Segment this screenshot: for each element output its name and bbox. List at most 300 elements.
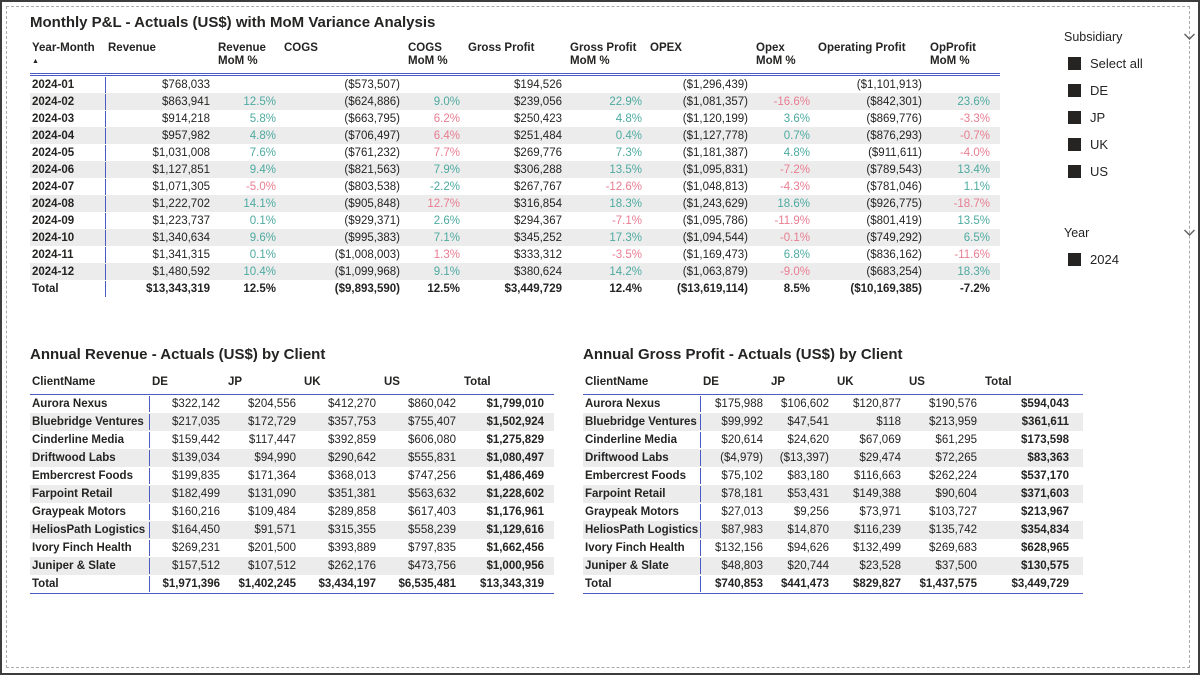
cell: 4.8% — [783, 146, 810, 159]
cell: ($706,497) — [344, 129, 400, 142]
cell: $267,767 — [514, 180, 562, 193]
cell: $61,295 — [935, 434, 977, 446]
annual-revenue-table — [30, 373, 554, 594]
cell: $914,218 — [162, 112, 210, 125]
cell: $306,288 — [514, 163, 562, 176]
cell: $797,835 — [408, 542, 456, 554]
table-row[interactable] — [583, 521, 1083, 539]
table-row[interactable] — [583, 557, 1083, 575]
cell: -16.6% — [773, 95, 810, 108]
cell: $380,624 — [514, 265, 562, 278]
cell: $27,013 — [721, 506, 763, 518]
cell: $1,129,616 — [486, 524, 544, 536]
subsidiary-item-de[interactable] — [1062, 77, 1196, 104]
table-row[interactable] — [30, 503, 554, 521]
cell: $149,388 — [853, 488, 901, 500]
cell: $172,729 — [248, 416, 296, 428]
column-header-total[interactable] — [462, 373, 550, 394]
cell: ($13,397) — [779, 452, 829, 464]
cell: -3.5% — [611, 248, 642, 261]
cell: $290,642 — [328, 452, 376, 464]
cell: $106,602 — [781, 398, 829, 410]
table-row[interactable] — [30, 110, 1000, 127]
cell: $1,971,396 — [162, 578, 220, 590]
table-row[interactable] — [30, 557, 554, 575]
cell: 4.8% — [249, 129, 276, 142]
column-header-cogs[interactable] — [282, 39, 406, 60]
cell: $1,480,592 — [152, 265, 210, 278]
revenue-body — [30, 395, 554, 594]
cell: -11.6% — [954, 248, 990, 261]
cell: $9,256 — [793, 506, 829, 518]
cell: Bluebridge Ventures — [583, 414, 701, 430]
table-row[interactable] — [30, 127, 1000, 144]
table-row[interactable] — [30, 413, 554, 431]
table-row[interactable] — [30, 263, 1000, 280]
cell: $164,450 — [172, 524, 220, 536]
cell: -4.3% — [779, 180, 810, 193]
cell: Cinderline Media — [583, 432, 701, 448]
cell: $13,343,319 — [480, 578, 544, 590]
cell: $555,831 — [408, 452, 456, 464]
cell: $239,056 — [514, 95, 562, 108]
checkbox-checked-icon — [1068, 57, 1081, 70]
cell: $190,576 — [929, 398, 977, 410]
cell: $131,090 — [248, 488, 296, 500]
column-header-clientname[interactable] — [30, 373, 150, 394]
column-header-clientname[interactable] — [583, 373, 701, 394]
monthly-pnl-title: Monthly P&L - Actuals (US$) with MoM Variance Analysis — [30, 14, 436, 31]
cell: 2024-01 — [30, 77, 106, 93]
cell: $14,870 — [787, 524, 829, 536]
gross-profit-header-row — [583, 373, 1083, 395]
cell: ($1,101,913) — [856, 78, 922, 91]
cell: ($905,848) — [344, 197, 400, 210]
cell: $606,080 — [408, 434, 456, 446]
header-label: JP — [771, 376, 786, 388]
cell: 14.1% — [243, 197, 276, 210]
table-row[interactable] — [30, 395, 554, 413]
cell: -0.1% — [779, 231, 810, 244]
column-header-year-month[interactable] — [30, 39, 106, 71]
cell: $78,181 — [721, 488, 763, 500]
cell: 10.4% — [243, 265, 276, 278]
cell: 12.4% — [609, 282, 642, 295]
column-header-de[interactable] — [150, 373, 226, 394]
total-row[interactable] — [30, 575, 554, 593]
cell: $1,486,469 — [486, 470, 544, 482]
checkbox-checked-icon — [1068, 138, 1081, 151]
checkbox-checked-icon — [1068, 111, 1081, 124]
cell: $24,620 — [787, 434, 829, 446]
cell: $1,176,961 — [486, 506, 544, 518]
cell: $135,742 — [929, 524, 977, 536]
cell: $860,042 — [408, 398, 456, 410]
cell: -0.7% — [959, 129, 990, 142]
cell: $132,499 — [853, 542, 901, 554]
cell: -5.0% — [245, 180, 276, 193]
cell: $117,447 — [248, 434, 296, 446]
cell: -18.7% — [953, 197, 990, 210]
cell: $29,474 — [859, 452, 901, 464]
cell: 2024-06 — [30, 162, 106, 178]
cell: $87,983 — [721, 524, 763, 536]
cell: 13.5% — [609, 163, 642, 176]
header-label: COGS — [284, 42, 318, 54]
table-row[interactable] — [30, 144, 1000, 161]
cell: 2024-09 — [30, 213, 106, 229]
checkbox-checked-icon — [1068, 165, 1081, 178]
cell: 3.6% — [783, 112, 810, 125]
cell: 1.1% — [963, 180, 990, 193]
cell: ($9,893,590) — [334, 282, 400, 295]
cell: Graypeak Motors — [583, 504, 701, 520]
total-row[interactable] — [30, 280, 1000, 297]
cell: $1,223,737 — [152, 214, 210, 227]
cell: -9.0% — [779, 265, 810, 278]
cell: $75,102 — [721, 470, 763, 482]
cell: $73,971 — [859, 506, 901, 518]
table-row[interactable] — [30, 246, 1000, 263]
cell: -2.2% — [429, 180, 460, 193]
cell: 14.2% — [609, 265, 642, 278]
cell: $175,988 — [715, 398, 763, 410]
cell: $20,744 — [787, 560, 829, 572]
cell: $67,069 — [859, 434, 901, 446]
cell: $213,959 — [929, 416, 977, 428]
cell: ($624,886) — [344, 95, 400, 108]
table-row[interactable] — [30, 93, 1000, 110]
checkbox-checked-icon — [1068, 253, 1081, 266]
cell: 1.3% — [433, 248, 460, 261]
table-row[interactable] — [583, 395, 1083, 413]
table-row[interactable] — [30, 229, 1000, 246]
cell: ($4,979) — [720, 452, 763, 464]
header-label: US — [909, 376, 925, 388]
cell: 2024-11 — [30, 247, 106, 263]
column-header-gross-profit[interactable] — [568, 39, 648, 73]
cell: ($842,301) — [866, 95, 922, 108]
cell: -7.2% — [959, 282, 990, 295]
header-label: Revenue — [108, 42, 156, 54]
cell: $262,176 — [328, 560, 376, 572]
cell: ($836,162) — [866, 248, 922, 261]
cell: ($1,169,473) — [682, 248, 748, 261]
header-label: OPEX — [650, 42, 682, 54]
cell: 9.4% — [249, 163, 276, 176]
header-label: Gross Profit — [570, 42, 637, 54]
header-label: MoM % — [570, 55, 610, 67]
cell: 2024-07 — [30, 179, 106, 195]
annual-gross-profit-visual — [583, 346, 1083, 594]
header-label: Revenue — [218, 42, 266, 54]
cell: $441,473 — [781, 578, 829, 590]
table-row[interactable] — [30, 212, 1000, 229]
cell: Total — [30, 281, 106, 297]
cell: 22.9% — [609, 95, 642, 108]
annual-revenue-title: Annual Revenue - Actuals (US$) by Client — [30, 346, 326, 363]
table-row[interactable] — [583, 413, 1083, 431]
cell: 7.9% — [433, 163, 460, 176]
subsidiary-item-select-all[interactable] — [1062, 50, 1196, 77]
cell: 7.1% — [433, 231, 460, 244]
cell: ($573,507) — [344, 78, 400, 91]
subsidiary-slicer-header — [1062, 28, 1196, 50]
cell: $863,941 — [162, 95, 210, 108]
cell: ($781,046) — [866, 180, 922, 193]
table-row[interactable] — [30, 195, 1000, 212]
column-header-cogs[interactable] — [406, 39, 466, 73]
table-row[interactable] — [30, 521, 554, 539]
table-row[interactable] — [30, 485, 554, 503]
cell: ($663,795) — [344, 112, 400, 125]
cell: $294,367 — [514, 214, 562, 227]
cell: $3,449,729 — [504, 282, 562, 295]
cell: 17.3% — [609, 231, 642, 244]
cell: $118 — [876, 416, 901, 428]
subsidiary-item-jp[interactable] — [1062, 104, 1196, 131]
table-row[interactable] — [583, 467, 1083, 485]
cell: $768,033 — [162, 78, 210, 91]
table-row[interactable] — [583, 431, 1083, 449]
cell: $333,312 — [514, 248, 562, 261]
cell: $251,484 — [514, 129, 562, 142]
cell: -7.1% — [611, 214, 642, 227]
header-label: Opex — [756, 42, 785, 54]
table-row[interactable] — [583, 449, 1083, 467]
column-header-opex[interactable] — [648, 39, 754, 60]
cell: ($876,293) — [866, 129, 922, 142]
cell: $47,541 — [787, 416, 829, 428]
subsidiary-item-uk[interactable] — [1062, 131, 1196, 158]
table-row[interactable] — [30, 76, 1000, 93]
cell: $628,965 — [1021, 542, 1069, 554]
cell: $53,431 — [787, 488, 829, 500]
header-label: ClientName — [585, 376, 649, 388]
annual-gross-profit-table — [583, 373, 1083, 594]
monthly-pnl-table — [30, 39, 1000, 297]
column-header-de[interactable] — [701, 373, 769, 394]
cell: 12.5% — [243, 95, 276, 108]
cell: Farpoint Retail — [30, 486, 150, 502]
column-header-uk[interactable] — [302, 373, 382, 394]
cell: Juniper & Slate — [583, 558, 701, 574]
cell: $412,270 — [328, 398, 376, 410]
cell: 2024-02 — [30, 94, 106, 110]
column-header-uk[interactable] — [835, 373, 907, 394]
cell: $345,252 — [514, 231, 562, 244]
cell: ($1,095,831) — [682, 163, 748, 176]
cell: $563,632 — [408, 488, 456, 500]
sort-ascending-icon: ▲ — [32, 58, 39, 65]
cell: $1,222,702 — [152, 197, 210, 210]
table-row[interactable] — [30, 178, 1000, 195]
cell: $159,442 — [172, 434, 220, 446]
year-slicer-header — [1062, 224, 1196, 246]
cell: ($821,563) — [344, 163, 400, 176]
table-row[interactable] — [30, 431, 554, 449]
header-label: Total — [985, 376, 1012, 388]
total-row[interactable] — [583, 575, 1083, 593]
cell: 0.4% — [615, 129, 642, 142]
column-header-operating-profit[interactable] — [816, 39, 928, 60]
cell: ($911,611) — [868, 146, 922, 159]
cell: $213,967 — [1021, 506, 1069, 518]
cell: $747,256 — [408, 470, 456, 482]
cell: $94,626 — [787, 542, 829, 554]
year-item-2024[interactable] — [1062, 246, 1196, 273]
slicer-item-label: DE — [1090, 83, 1109, 98]
cell: $473,756 — [408, 560, 456, 572]
cell: $99,992 — [721, 416, 763, 428]
cell: $91,571 — [254, 524, 296, 536]
header-label: COGS — [408, 42, 442, 54]
header-label: US — [384, 376, 400, 388]
column-header-total[interactable] — [983, 373, 1075, 394]
table-row[interactable] — [30, 539, 554, 557]
cell: Aurora Nexus — [30, 396, 150, 412]
subsidiary-slicer-items — [1062, 50, 1196, 185]
cell: ($1,094,544) — [682, 231, 748, 244]
cell: $160,216 — [172, 506, 220, 518]
cell: $171,364 — [248, 470, 296, 482]
cell: $107,512 — [248, 560, 296, 572]
cell: $537,170 — [1021, 470, 1069, 482]
cell: 12.5% — [427, 282, 460, 295]
column-header-jp[interactable] — [769, 373, 835, 394]
cell: $23,528 — [859, 560, 901, 572]
cell: $48,803 — [721, 560, 763, 572]
cell: $83,363 — [1027, 452, 1069, 464]
table-row[interactable] — [30, 467, 554, 485]
cell: 4.8% — [615, 112, 642, 125]
cell: $957,982 — [162, 129, 210, 142]
cell: Ivory Finch Health — [30, 540, 150, 556]
cell: ($926,775) — [866, 197, 922, 210]
gross-profit-body — [583, 395, 1083, 594]
cell: ($869,776) — [866, 112, 922, 125]
cell: 7.3% — [615, 146, 642, 159]
slicer-item-label: Select all — [1090, 56, 1143, 71]
column-header-us[interactable] — [382, 373, 462, 394]
cell: Bluebridge Ventures — [30, 414, 150, 430]
column-header-opex[interactable] — [754, 39, 816, 73]
column-header-gross-profit[interactable] — [466, 39, 568, 60]
cell: ($1,095,786) — [682, 214, 748, 227]
cell: $351,381 — [328, 488, 376, 500]
column-header-revenue[interactable] — [216, 39, 282, 73]
cell: $1,071,305 — [152, 180, 210, 193]
cell: $1,031,008 — [152, 146, 210, 159]
cell: $262,224 — [929, 470, 977, 482]
cell: $250,423 — [514, 112, 562, 125]
revenue-header-row — [30, 373, 554, 395]
cell: 8.5% — [783, 282, 810, 295]
cell: 6.5% — [963, 231, 990, 244]
cell: $103,727 — [929, 506, 977, 518]
cell: 6.4% — [433, 129, 460, 142]
subsidiary-item-us[interactable] — [1062, 158, 1196, 185]
cell: $194,526 — [514, 78, 562, 91]
cell: $1,000,956 — [486, 560, 544, 572]
cell: 13.4% — [957, 163, 990, 176]
cell: $109,484 — [248, 506, 296, 518]
table-row[interactable] — [30, 161, 1000, 178]
cell: ($1,181,387) — [682, 146, 748, 159]
cell: HeliosPath Logistics — [30, 522, 150, 538]
cell: $3,449,729 — [1011, 578, 1069, 590]
header-label: JP — [228, 376, 243, 388]
header-label: Operating Profit — [818, 42, 906, 54]
cell: $116,663 — [853, 470, 901, 482]
column-header-opprofit[interactable] — [928, 39, 996, 73]
cell: $199,835 — [172, 470, 220, 482]
cell: $357,753 — [328, 416, 376, 428]
table-row[interactable] — [583, 539, 1083, 557]
cell: $1,080,497 — [486, 452, 544, 464]
cell: 18.3% — [957, 265, 990, 278]
cell: -12.6% — [605, 180, 642, 193]
monthly-body — [30, 75, 1000, 297]
cell: ($929,371) — [344, 214, 400, 227]
checkbox-checked-icon — [1068, 84, 1081, 97]
table-row[interactable] — [583, 503, 1083, 521]
table-row[interactable] — [583, 485, 1083, 503]
cell: $289,858 — [328, 506, 376, 518]
cell: Aurora Nexus — [583, 396, 701, 412]
cell: $132,156 — [715, 542, 763, 554]
cell: 9.0% — [433, 95, 460, 108]
chevron-down-icon[interactable] — [1183, 33, 1196, 41]
cell: $139,034 — [172, 452, 220, 464]
cell: $1,275,829 — [486, 434, 544, 446]
cell: $1,502,924 — [486, 416, 544, 428]
column-header-revenue[interactable] — [106, 39, 216, 60]
cell: $371,603 — [1021, 488, 1069, 500]
chevron-down-icon[interactable] — [1183, 229, 1196, 237]
column-header-us[interactable] — [907, 373, 983, 394]
cell: 18.3% — [609, 197, 642, 210]
cell: $173,598 — [1021, 434, 1069, 446]
cell: $829,827 — [853, 578, 901, 590]
cell: $322,142 — [172, 398, 220, 410]
header-label: UK — [837, 376, 854, 388]
column-header-jp[interactable] — [226, 373, 302, 394]
year-slicer — [1062, 224, 1196, 273]
annual-revenue-visual — [30, 346, 554, 594]
cell: $182,499 — [172, 488, 220, 500]
annual-gross-profit-title: Annual Gross Profit - Actuals (US$) by Client — [583, 346, 903, 363]
cell: $13,343,319 — [146, 282, 210, 295]
table-row[interactable] — [30, 449, 554, 467]
cell: $558,239 — [408, 524, 456, 536]
monthly-pnl-visual — [30, 14, 1000, 297]
slicer-item-label: 2024 — [1090, 252, 1119, 267]
cell: 9.1% — [433, 265, 460, 278]
cell: Ivory Finch Health — [583, 540, 701, 556]
cell: -11.9% — [774, 214, 810, 227]
cell: ($761,232) — [344, 146, 400, 159]
cell: $83,180 — [787, 470, 829, 482]
cell: $201,500 — [248, 542, 296, 554]
cell: $157,512 — [172, 560, 220, 572]
cell: $1,127,851 — [152, 163, 210, 176]
cell: $269,231 — [172, 542, 220, 554]
cell: $368,013 — [328, 470, 376, 482]
cell: $20,614 — [721, 434, 763, 446]
cell: -4.0% — [959, 146, 990, 159]
cell: Embercrest Foods — [583, 468, 701, 484]
